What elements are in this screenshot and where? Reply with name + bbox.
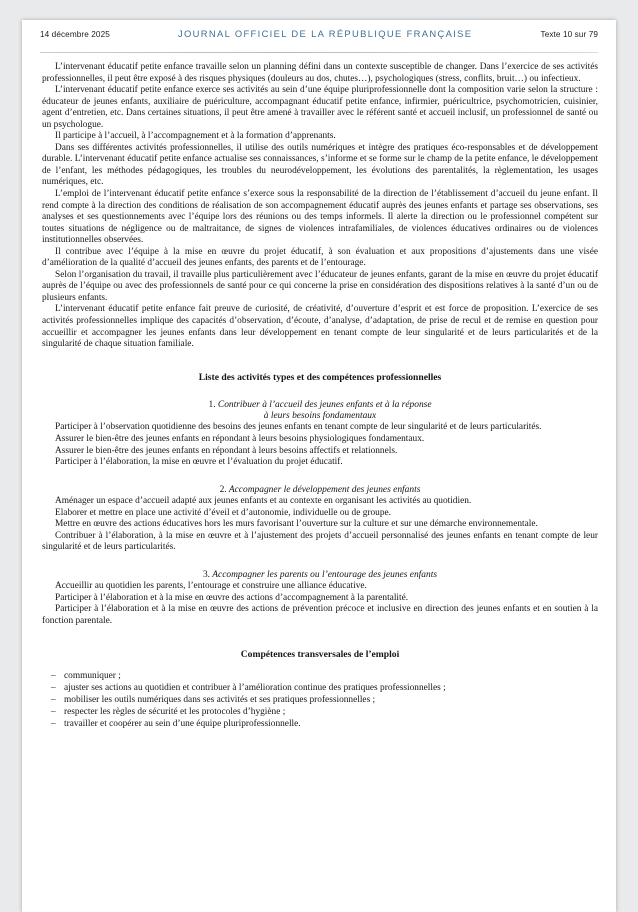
section-number-3: 3.: [202, 569, 211, 580]
transversal-heading: Compétences transversales de l’emploi: [240, 649, 400, 661]
section-item: Assurer le bien-être des jeunes enfants en répondant à leurs besoins physiologiques fondamentaux.: [55, 434, 425, 445]
transversal-list: [42, 671, 598, 730]
list-item: [42, 707, 598, 719]
activities-heading: Liste des activités types et des compétences professionnelles: [198, 371, 442, 383]
list-item: [42, 671, 598, 683]
body-paragraph: Il contribue avec l’équipe à la mise en œuvre du projet éducatif, à son évaluation et aux propositions d’ajustements dans une visée d’amélioration de la qualité d’accueil des jeunes enfants, des parents et de l’entourage.: [42, 246, 598, 269]
section-item: Mettre en œuvre des actions éducatives hors les murs favorisant l’ouverture sur la culture et sur une démarche environnementale.: [55, 519, 538, 530]
body-paragraph: Selon l’organisation du travail, il travaille plus particulièrement avec l’éducateur de jeunes enfants, garant de la mise en œuvre du projet éducatif auprès de l’équipe ou avec des professionnels de santé pour ce qui concerne la prise en considération des dispositions relatives à la santé d’un ou de plusieurs enfants.: [42, 269, 598, 303]
body-paragraph: L’intervenant éducatif petite enfance exerce ses activités au sein d’une équipe pluriprofessionnelle dont la composition varie selon la structure : éducateur de jeunes enfants, auxiliaire de puériculture, accompagnant éducatif petite enfance, infirmier, puéricultrice, psychomotricien, cuisinier, agent d’entretien, etc. Dans certaines situations, il peut être amené à travailler avec le référent santé et accueil inclusif, un professionnel de santé ou un psychologue.: [42, 85, 598, 130]
section-item: Participer à l’observation quotidienne des besoins des jeunes enfants en tenant compte de leur singularité et de leurs particularités.: [55, 422, 542, 433]
list-item-label: respecter les règles de sécurité et les protocoles d’hygiène ;: [64, 706, 286, 717]
dash-bullet-icon: –: [51, 706, 56, 717]
body-paragraph: L’emploi de l’intervenant éducatif petite enfance s’exerce sous la responsabilité de la direction de l’établissement d’accueil du jeune enfant. Il rend compte à la direction des conditions de réalisation de son accompagnement éducatif auprès des jeunes enfants et partage ses observations, ses analyses et ses questionnements avec l’équipe lors des réunions ou des temps informels. Il alerte la direction ou le professionnel compétent sur toutes situations de négligence ou de maltraitance, de signes de violences intrafamiliales, de violences éducatives ordinaires ou de violences institutionnelles observées.: [42, 189, 598, 246]
section-item: Participer à l’élaboration et à la mise en œuvre des actions d’accompagnement à la parentalité.: [55, 592, 409, 603]
list-item: [42, 719, 598, 731]
section-item: Contribuer à l’élaboration, à la mise en œuvre et à l’ajustement des projets d’accueil personnalisé des jeunes enfants en tenant compte de leur singularité et de leurs particularités.: [42, 530, 598, 553]
section-number-2: 2.: [219, 484, 227, 495]
dash-bullet-icon: –: [51, 718, 56, 729]
body-paragraph: Dans ses différentes activités professionnelles, il utilise des outils numériques et intègre des pratiques éco-responsables et de développement durable. L’intervenant éducatif petite enfance actualise ses connaissances, s’informe et se forme sur le champ de la petite enfance, le développement de l’enfant, les méthodes pédagogiques, les troubles du neurodéveloppement, les évolutions des parentalités, la règlementation, les usages numériques, etc.: [42, 142, 598, 188]
section-title-line1-3: Accompagner les parents ou l’entourage des jeunes enfants: [212, 569, 438, 580]
section-heading-1: [42, 400, 598, 423]
page-body: [22, 53, 616, 730]
list-item-label: mobiliser les outils numériques dans ses activités et ses pratiques professionnelles ;: [64, 695, 376, 705]
dash-bullet-icon: –: [51, 695, 56, 705]
list-item-label: travailler et coopérer au sein d’une équipe pluriprofessionnelle.: [64, 718, 301, 729]
page-header: [22, 20, 616, 46]
section-item: Aménager un espace d’accueil adapté aux jeunes enfants et au contexte en organisant les activités au quotidien.: [55, 496, 472, 507]
section-item: Participer à l’élaboration et à la mise en œuvre des actions de prévention précoce et inclusive en direction des jeunes enfants et en soutien à la fonction parentale.: [42, 604, 598, 626]
page-sheet: [22, 20, 616, 912]
section-title-line1-2: Accompagner le développement des jeunes enfants: [228, 484, 421, 495]
list-item: [42, 695, 598, 707]
body-paragraph: L’intervenant éducatif petite enfance travaille selon un planning défini dans un contexte susceptible de changer. Dans l’exercice de ses activités professionnelles, il peut être exposé à des risques physiques (douleurs au dos, chutes…), psychologiques (stress, conflits, bruit…) ou infectieux.: [42, 62, 598, 84]
section-item: Accueillir au quotidien les parents, l’entourage et construire une alliance éducative.: [55, 581, 367, 592]
section-item: Elaborer et mettre en place une activité d’éveil et d’autonomie, individuelle ou de groupe.: [55, 507, 391, 518]
section-item: Assurer le bien-être des jeunes enfants en répondant à leurs besoins affectifs et relationnels.: [55, 445, 398, 456]
section-title-line1-1: Contribuer à l’accueil des jeunes enfants et à la réponse: [217, 399, 432, 410]
header-date: 14 décembre 2025: [40, 30, 110, 39]
section-title-line2-1: à leurs besoins fondamentaux: [263, 411, 377, 422]
section-heading-3: [42, 570, 598, 581]
body-paragraph: L’intervenant éducatif petite enfance fait preuve de curiosité, de créativité, d’ouverture d’esprit et est force de proposition. L’exercice de ses activités professionnelles implique des capacités d’observation, d’écoute, d’analyse, d’adaptation, de prise de recul et de remise en question pour accueillir et accompagner les jeunes enfants dans leur développement en tenant compte de leur singularité et de leurs particularités et de la singularité de chaque situation familiale.: [42, 304, 598, 350]
section-heading-2: [42, 485, 598, 496]
list-item: [42, 683, 598, 695]
body-paragraph: Il participe à l’accueil, à l’accompagnement et à la formation d’apprenants.: [55, 131, 336, 142]
dash-bullet-icon: –: [51, 683, 56, 694]
section-number-1: 1.: [208, 399, 216, 410]
dash-bullet-icon: –: [51, 671, 56, 682]
section-item: Participer à l’élaboration, la mise en œuvre et l’évaluation du projet éducatif.: [55, 457, 343, 468]
header-texte-number: Texte 10 sur 79: [540, 30, 598, 39]
list-item-label: communiquer ;: [64, 671, 121, 682]
page-title: JOURNAL OFFICIEL DE LA RÉPUBLIQUE FRANÇAISE: [178, 28, 473, 39]
list-item-label: ajuster ses actions au quotidien et contribuer à l’amélioration continue des pratiques professionnelles ;: [64, 683, 446, 694]
